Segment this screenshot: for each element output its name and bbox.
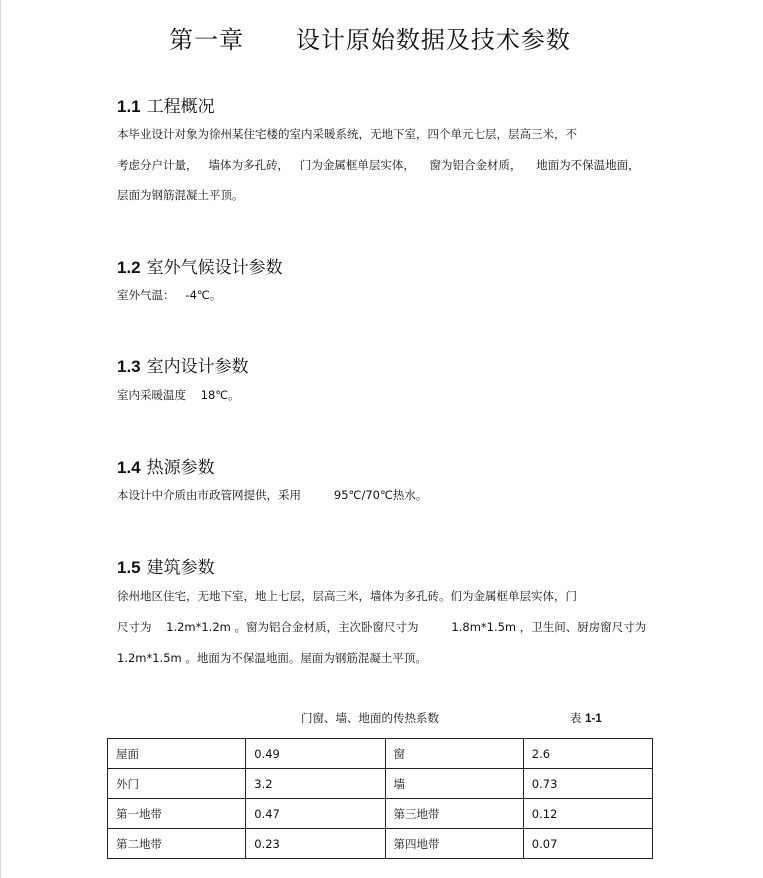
table-cell: 第三地带 (385, 799, 523, 829)
section-heading-1-3 (117, 352, 249, 377)
table-cell: 2.6 (523, 739, 652, 769)
table-cell: 第四地带 (385, 829, 523, 859)
section-title: 建筑参数 (146, 558, 215, 578)
section-heading-1-4 (117, 453, 215, 478)
section-number: 1.2 (117, 258, 141, 277)
section-title: 热源参数 (146, 458, 215, 478)
table-cell: 0.07 (523, 829, 652, 859)
table-label-prefix: 表 (570, 711, 582, 725)
paragraph-line: 尺寸为 1.2m*1.2m 。窗为铝合金材质，主次卧窗尺寸为 1.8m*1.5m ，卫生间、厨房窗尺寸为 (117, 620, 647, 634)
table-cell: 0.73 (523, 769, 652, 799)
section-heading-1-5 (117, 553, 215, 578)
table-cell: 屋面 (108, 739, 246, 769)
paragraph-line: 层面为钢筋混凝土平顶。 (117, 188, 244, 202)
section-title: 室内设计参数 (146, 357, 249, 377)
table-row (108, 829, 653, 859)
table-cell: 0.47 (246, 799, 385, 829)
section-number: 1.3 (117, 357, 141, 376)
paragraph-line: 1.2m*1.5m 。地面为不保温地面。屋面为钢筋混凝土平顶。 (117, 651, 427, 665)
section-number: 1.4 (117, 458, 141, 477)
table-cell: 墙 (385, 769, 523, 799)
section-number: 1.5 (117, 558, 141, 577)
section-title: 室外气候设计参数 (146, 258, 283, 278)
paragraph-line: 室内采暖温度 18℃。 (117, 388, 240, 402)
paragraph-line: 本毕业设计对象为徐州某住宅楼的室内采暖系统，无地下室，四个单元七层，层高三米，不 (117, 127, 577, 141)
table-cell: 第二地带 (108, 829, 246, 859)
table-cell: 外门 (108, 769, 246, 799)
paragraph-line: 徐州地区住宅，无地下室，地上七层，层高三米，墙体为多孔砖。们为金属框单层实体，门 (117, 589, 577, 603)
section-heading-1-2 (117, 253, 283, 278)
section-number: 1.1 (117, 97, 141, 116)
table-label-number: 1-1 (585, 713, 602, 725)
table-cell: 0.12 (523, 799, 652, 829)
table-row (108, 769, 653, 799)
table-caption: 门窗、墙、地面的传热系数 (301, 711, 439, 725)
paragraph-line: 本设计中介质由市政管网提供，采用 95℃/70℃热水。 (117, 488, 428, 502)
table-cell: 0.23 (246, 829, 385, 859)
table-cell: 0.49 (246, 739, 385, 769)
paragraph-line: 考虑分户计量， 墙体为多孔砖， 门为金属框单层实体， 窗为铝合金材质， 地面为不保温地面， (117, 158, 640, 172)
section-title: 工程概况 (146, 97, 215, 117)
table-cell: 窗 (385, 739, 523, 769)
table-cell: 第一地带 (108, 799, 246, 829)
chapter-title: 第一章 设计原始数据及技术参数 (169, 26, 571, 55)
table-row (108, 739, 653, 769)
paragraph-line: 室外气温： -4℃。 (117, 288, 222, 302)
heat-transfer-table (107, 738, 653, 859)
section-heading-1-1 (117, 92, 215, 117)
table-cell: 3.2 (246, 769, 385, 799)
table-label (570, 710, 602, 726)
page-left-border (0, 0, 1, 878)
table-row (108, 799, 653, 829)
